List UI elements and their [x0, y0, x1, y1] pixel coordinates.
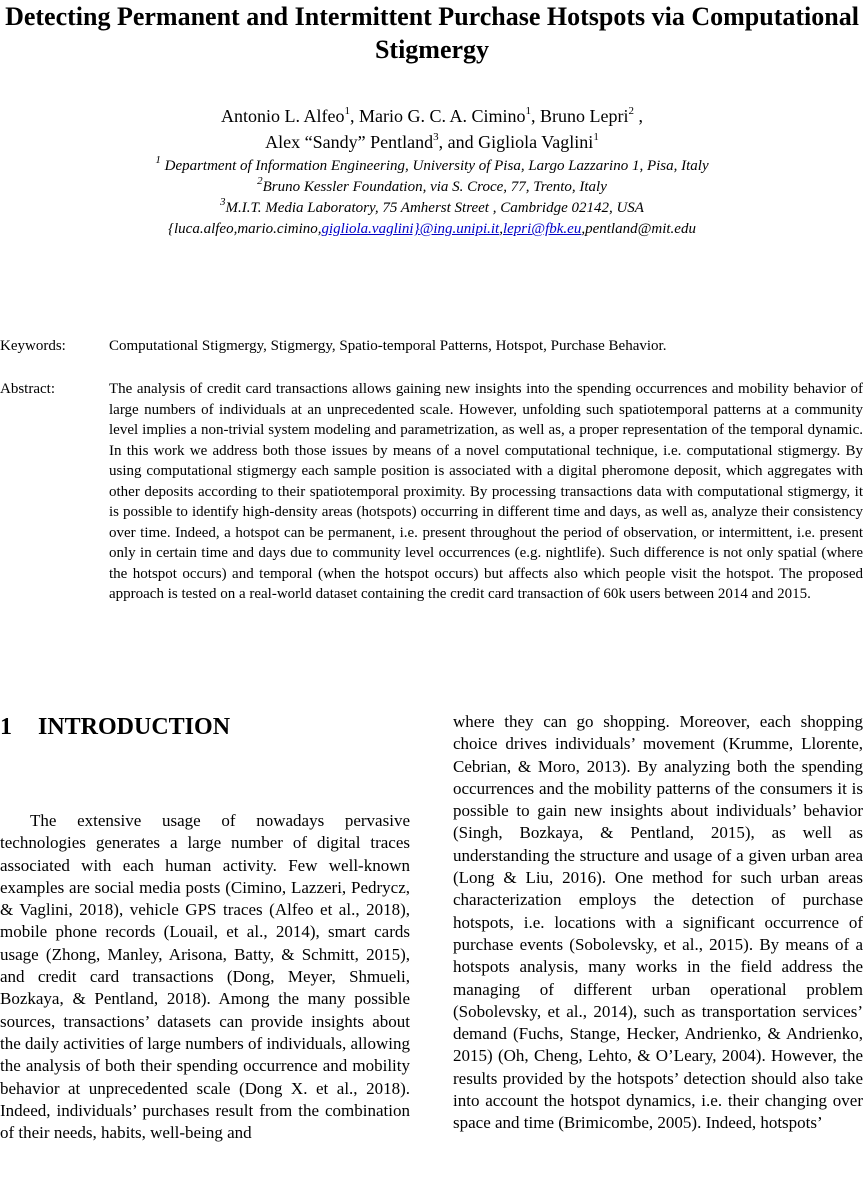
abstract-label: Abstract:	[0, 381, 55, 397]
author-affiliation-mark: 1	[525, 105, 532, 117]
affiliation-line	[0, 177, 864, 198]
author-affiliation-mark: 1	[344, 105, 350, 117]
affiliation-line	[0, 198, 864, 219]
author-name: Antonio L. Alfeo	[221, 106, 345, 126]
affiliation-list	[0, 156, 864, 240]
keywords-label: Keywords:	[0, 338, 66, 354]
affiliation-mark: 1	[155, 154, 161, 166]
author-separator: , and	[438, 132, 479, 152]
author-list	[0, 103, 864, 155]
email-separator: ,	[499, 221, 503, 237]
author-line-2	[0, 129, 864, 155]
email-prefix: {luca.alfeo,mario.cimino,	[168, 221, 322, 237]
author-separator: ,	[350, 106, 359, 126]
affiliation-line	[0, 156, 864, 177]
affiliation-text: M.I.T. Media Laboratory, 75 Amherst Street , Cambridge 02142, USA	[225, 200, 644, 216]
author-name: Mario G. C. A. Cimino	[359, 106, 526, 126]
email-line	[0, 219, 864, 240]
author-name: Gigliola Vaglini	[478, 132, 594, 152]
author-line-1	[0, 103, 864, 129]
affiliation-mark: 2	[257, 175, 263, 187]
section-number: 1	[0, 714, 12, 740]
email-link-vaglini[interactable]: gigliola.vaglini}@ing.unipi.it	[321, 221, 500, 237]
section-heading	[0, 711, 230, 743]
author-name: Alex “Sandy” Pentland	[265, 132, 434, 152]
intro-paragraph-right: where they can go shopping. Moreover, each shopping choice drives individuals’ movement (Krumme, Llorente, Cebrian, & Moro, 2013). By analyzing both the spending occurrences and the mobility patterns of the consumers it is possible to gain new insights about individuals’ behavior (Singh, Bozkaya, & Pentland, 2015), as well as understanding the structure and usage of a given urban area (Long & Liu, 2016). One method for such urban areas characterization employs the detection of purchase hotspots, i.e. locations with a significant occurrence of purchase events (Sobolevsky, et al., 2015). By means of a hotspots analysis, many works in the field address the managing of different urban operational problem (Sobolevsky, et al., 2014), such as transportation services’ demand (Fuchs, Stange, Hecker, Andrienko, & Andrienko, 2015) (Oh, Cheng, Lehto, & O’Leary, 2004). However, the results provided by the hotspots’ detection should also take into account the hotspot dynamics, i.e. their changing over space and time (Brimicombe, 2005). Indeed, hotspots’	[453, 712, 863, 1133]
author-name: Bruno Lepri	[540, 106, 629, 126]
author-separator: ,	[634, 106, 643, 126]
abstract-text: The analysis of credit card transactions allows gaining new insights into the spending occurrences and mobility behavior of large numbers of individuals at an unprecedented scale. However, unfolding such spatiotemporal patterns at a community level implies a non-trivial system modeling and parametrization, as well as, a proper representation of the temporal dynamic. In this work we address both those issues by means of a novel computational technique, i.e. computational stigmergy. By using computational stigmergy each sample position is associated with a digital pheromone deposit, which aggregates with other deposits according to their spatiotemporal proximity. By processing transactions data with computational stigmergy, it is possible to identify high-density areas (hotspots) occurring in different time and days, as well as, analyze their consistency over time. Indeed, a hotspot can be permanent, i.e. present throughout the period of observation, or intermittent, i.e. present only in certain time and days due to community level occurrences (e.g. nightlife). Such difference is not only spatial (where the hotspot occurs) and temporal (when the hotspot occurs) but affects also which people visit the hotspot. The proposed approach is tested on a real-world dataset containing the credit card transaction of 60k users between 2014 and 2015.	[109, 381, 863, 602]
author-separator: ,	[531, 106, 541, 126]
section-title: INTRODUCTION	[38, 714, 231, 740]
email-suffix: ,pentland@mit.edu	[581, 221, 696, 237]
intro-paragraph-left: The extensive usage of nowadays pervasive technologies generates a large number of digital traces associated with each human activity. Few well-known examples are social media posts (Cimino, Lazzeri, Pedrycz, & Vaglini, 2018), vehicle GPS traces (Alfeo et al., 2018), mobile phone records (Louail, et al., 2014), smart cards usage (Zhong, Manley, Arisona, Batty, & Schmitt, 2015), and credit card transactions (Dong, Meyer, Shmueli, Bozkaya, & Pentland, 2018). Among the many possible sources, transactions’ datasets can provide insights about the daily activities of large numbers of individuals, allowing the analysis of both their spending occurrence and mobility behavior at unprecedented scale (Dong X. et al., 2018). Indeed, individuals’ purchases result from the combination of their needs, habits, well-being and	[0, 811, 410, 1143]
affiliation-text: Bruno Kessler Foundation, via S. Croce, 77, Trento, Italy	[262, 179, 607, 195]
author-affiliation-mark: 2	[628, 105, 634, 117]
paper-title: Detecting Permanent and Intermittent Purchase Hotspots via Computational Stigmergy	[5, 2, 859, 64]
author-affiliation-mark: 1	[593, 131, 599, 143]
affiliation-text: Department of Information Engineering, University of Pisa, Largo Lazzarino 1, Pisa, Italy	[164, 158, 709, 174]
keywords-text: Computational Stigmergy, Stigmergy, Spatio-temporal Patterns, Hotspot, Purchase Behavior.	[109, 338, 667, 354]
affiliation-mark: 3	[220, 196, 226, 208]
email-link-lepri[interactable]: lepri@fbk.eu	[502, 221, 582, 237]
author-affiliation-mark: 3	[433, 131, 439, 143]
